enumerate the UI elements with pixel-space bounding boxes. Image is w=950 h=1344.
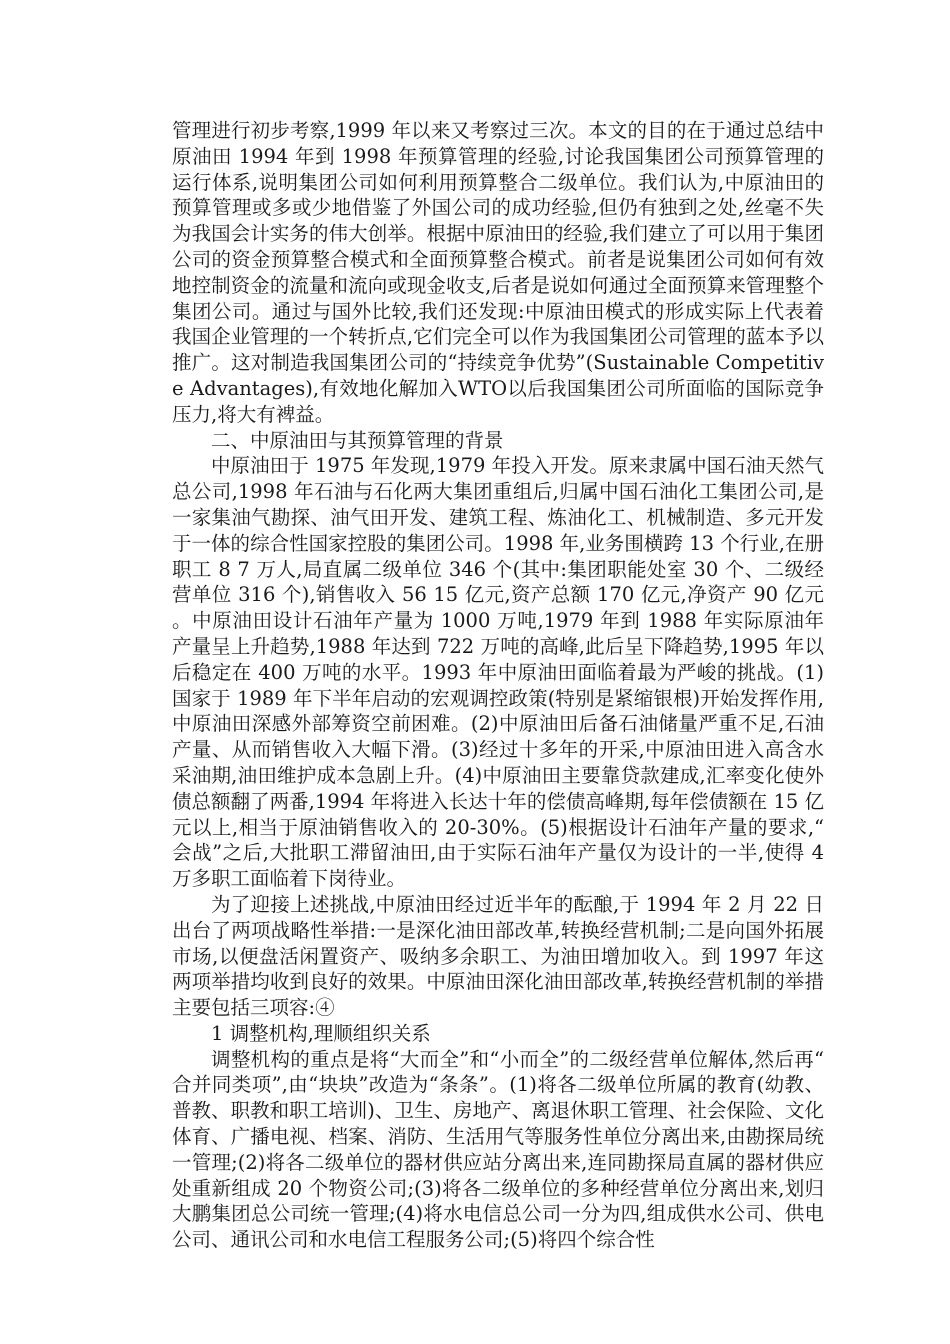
paragraph-intro: 管理进行初步考察,1999 年以来又考察过三次。本文的目的在于通过总结中原油田 1994 年到 1998 年预算管理的经验,讨论我国集团公司预算管理的运行体系,说明集团公司如何利用预算整合二级单位。我们认为,中原油田的预算管理或多或少地借鉴了外国公司的成功经验,但仍有独到之处,丝毫不失为我国会计实务的伟大创举。根据中原油田的经验,我们建立了可以用于集团公司的资金预算整合模式和全面预算整合模式。前者是说集团公司如何有效地控制资金的流量和流向或现金收支,后者是说如何通过全面预算来管理整个集团公司。通过与国外比较,我们还发现:中原油田模式的形成实际上代表着我国企业管理的一个转折点,它们完全可以作为我国集团公司管理的蓝本予以推广。这对制造我国集团公司的“持续竞争优势”(Sustainable Competitive Advantages),有效地化解加入WTO以后我国集团公司所面临的国际竞争压力,将大有裨益。 <box>172 119 824 426</box>
paragraph-strategic-measures: 为了迎接上述挑战,中原油田经过近半年的酝酿,于 1994 年 2 月 22 日出台了两项战略性举措:一是深化油田部改革,转换经营机制;二是向国外拓展市场,以便盘活闲置资产、吸纳多余职工、为油田增加收入。到 1997 年这两项举措均收到良好的效果。中原油田深化油田部改革,转换经营机制的举措主要包括三项容:④ <box>172 892 824 1020</box>
subsection-heading-restructure: 1 调整机构,理顺组织关系 <box>211 1021 431 1045</box>
paragraph-restructure-detail: 调整机构的重点是将“大而全”和“小而全”的二级经营单位解体,然后再“合并同类项”,由“块块”改造为“条条”。(1)将各二级单位所属的教育(幼教、普教、职教和职工培训)、卫生、房地产、离退休职工管理、社会保险、文化体育、广播电视、档案、消防、生活用气等服务性单位分离出来,由勘探局统一管理;(2)将各二级单位的器材供应站分离出来,连同勘探局直属的器材供应处重新组成 20 个物资公司;(3)将各二级单位的多种经营单位分离出来,划归大鹏集团总公司统一管理;(4)将水电信总公司一分为四,组成供水公司、供电公司、通讯公司和水电信工程服务公司;(5)将四个综合性 <box>172 1047 824 1252</box>
section-heading-background: 二、中原油田与其预算管理的背景 <box>211 428 504 452</box>
document-page <box>172 118 824 1253</box>
paragraph-zhongyuan-overview: 中原油田于 1975 年发现,1979 年投入开发。原来隶属中国石油天然气总公司,1998 年石油与石化两大集团重组后,归属中国石油化工集团公司,是一家集油气勘探、油气田开发、建筑工程、炼油化工、机械制造、多元开发于一体的综合性国家控股的集团公司。1998 年,业务围横跨 13 个行业,在册职工 8 7 万人,局直属二级单位 346 个(其中:集团职能处室 30 个、二级经营单位 316 个),销售收入 56 15 亿元,资产总额 170 亿元,净资产 90 亿元。中原油田设计石油年产量为 1000 万吨,1979 年到 1988 年实际原油年产量呈上升趋势,1988 年达到 722 万吨的高峰,此后呈下降趋势,1995 年以后稳定在 400 万吨的水平。1993 年中原油田面临着最为严峻的挑战。(1)国家于 1989 年下半年启动的宏观调控政策(特别是紧缩银根)开始发挥作用,中原油田深感外部筹资空前困难。(2)中原油田后备石油储量严重不足,石油产量、从而销售收入大幅下滑。(3)经过十多年的开采,中原油田进入高含水采油期,油田维护成本急剧上升。(4)中原油田主要靠贷款建成,汇率变化使外债总额翻了两番,1994 年将进入长达十年的偿债高峰期,每年偿债额在 15 亿元以上,相当于原油销售收入的 20-30%。(5)根据设计石油年产量的要求,“会战”之后,大批职工滞留油田,由于实际石油年产量仅为设计的一半,使得 4 万多职工面临着下岗待业。 <box>172 454 824 891</box>
